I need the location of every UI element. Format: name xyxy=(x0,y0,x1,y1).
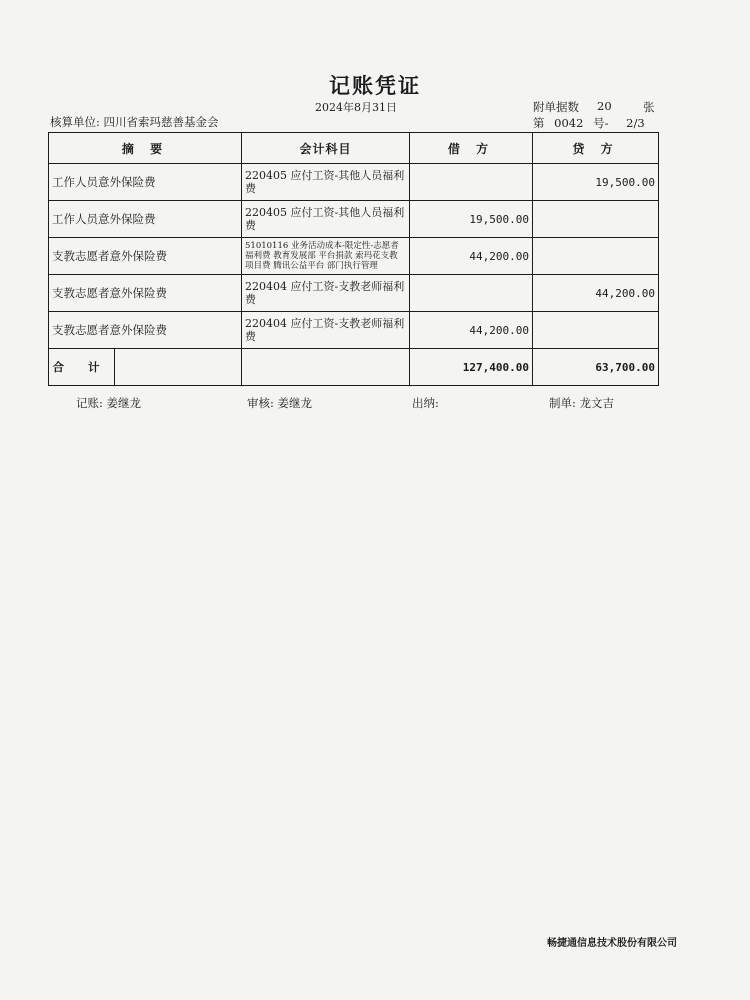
total-subject-blank xyxy=(242,349,410,386)
table-row xyxy=(49,164,659,201)
accounting-unit-name: 四川省索玛慈善基金会 xyxy=(103,115,219,129)
accounting-unit-label: 核算单位: xyxy=(50,115,100,129)
row-debit: 19,500.00 xyxy=(410,201,533,238)
row-summary: 支教志愿者意外保险费 xyxy=(49,238,242,275)
header-credit: 贷 方 xyxy=(533,133,659,164)
voucher-number-suffix: 号- xyxy=(593,116,609,130)
preparer-signature xyxy=(549,395,614,411)
preparer-name: 龙文吉 xyxy=(579,396,615,410)
row-summary: 工作人员意外保险费 xyxy=(49,164,242,201)
row-summary: 工作人员意外保险费 xyxy=(49,201,242,238)
bookkeeper-name: 姜继龙 xyxy=(106,396,142,410)
header-debit: 借 方 xyxy=(410,133,533,164)
voucher-number-prefix: 第 xyxy=(533,116,545,130)
reviewer-label: 审核: xyxy=(247,396,274,410)
table-row xyxy=(49,201,659,238)
total-debit: 127,400.00 xyxy=(410,349,533,386)
table-row xyxy=(49,275,659,312)
row-summary: 支教志愿者意外保险费 xyxy=(49,275,242,312)
row-credit: 44,200.00 xyxy=(533,275,659,312)
bookkeeper-signature xyxy=(76,395,141,411)
reviewer-signature xyxy=(247,395,312,411)
cashier-label: 出纳: xyxy=(412,396,439,410)
voucher-page: 2/3 xyxy=(626,116,645,130)
header-summary: 摘 要 xyxy=(49,133,242,164)
row-debit: 44,200.00 xyxy=(410,312,533,349)
row-subject: 220404 应付工资-支教老师福利费 xyxy=(242,312,410,349)
voucher-number-value: 0042 xyxy=(554,116,584,130)
cashier-signature xyxy=(412,395,439,411)
reviewer-name: 姜继龙 xyxy=(277,396,313,410)
accounting-unit xyxy=(50,114,219,130)
row-credit xyxy=(533,201,659,238)
voucher-number xyxy=(533,115,645,131)
software-company: 畅捷通信息技术股份有限公司 xyxy=(547,938,677,949)
row-subject: 220405 应付工资-其他人员福利费 xyxy=(242,164,410,201)
total-label xyxy=(49,349,242,386)
row-subject: 51010116 业务活动成本-限定性-志愿者福利费 教育发展部 平台捐款 索玛花支教 项目费 腾讯公益平台 部门执行管理 xyxy=(242,238,410,275)
table-row xyxy=(49,312,659,349)
row-subject: 220405 应付工资-其他人员福利费 xyxy=(242,201,410,238)
voucher-date: 2024年8月31日 xyxy=(315,101,397,114)
row-credit xyxy=(533,238,659,275)
row-subject: 220404 应付工资-支教老师福利费 xyxy=(242,275,410,312)
attachment-unit: 张 xyxy=(643,100,655,114)
row-debit xyxy=(410,164,533,201)
voucher-title: 记账凭证 xyxy=(329,73,421,98)
row-credit: 19,500.00 xyxy=(533,164,659,201)
row-debit xyxy=(410,275,533,312)
row-debit: 44,200.00 xyxy=(410,238,533,275)
total-label-split xyxy=(48,349,240,385)
table-row xyxy=(49,238,659,275)
total-row xyxy=(49,349,659,386)
row-summary: 支教志愿者意外保险费 xyxy=(49,312,242,349)
table-header-row xyxy=(49,133,659,164)
total-label-text: 合 计 xyxy=(48,349,115,385)
total-credit: 63,700.00 xyxy=(533,349,659,386)
header-subject: 会计科目 xyxy=(242,133,410,164)
row-credit xyxy=(533,312,659,349)
ledger-table xyxy=(48,132,659,386)
attachment-count: 20 xyxy=(597,99,612,113)
bookkeeper-label: 记账: xyxy=(76,396,103,410)
total-label-blank xyxy=(115,349,241,385)
preparer-label: 制单: xyxy=(549,396,576,410)
attachment-label: 附单据数 xyxy=(533,100,579,114)
